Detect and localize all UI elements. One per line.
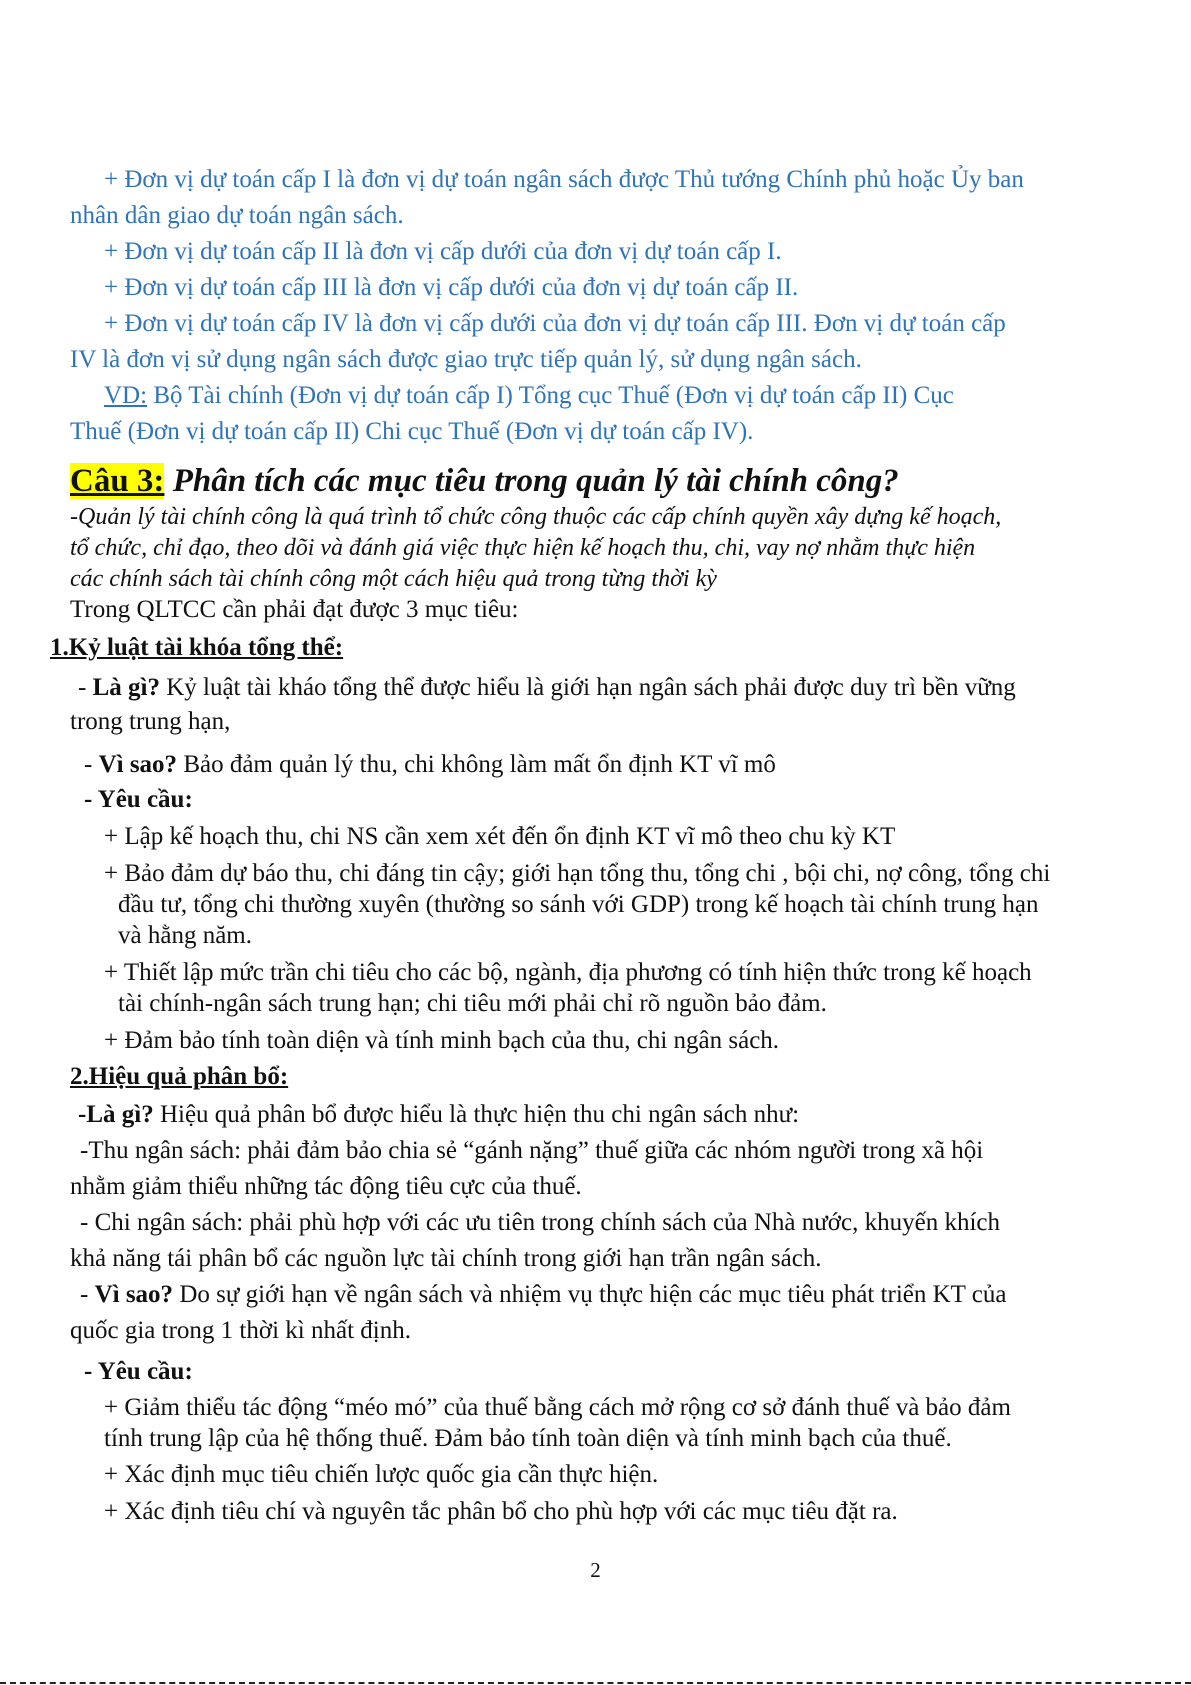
blue-line-7-text: Bộ Tài chính (Đơn vị dự toán cấp I) Tổng cục Thuế (Đơn vị dự toán cấp II) Cục bbox=[147, 382, 954, 409]
s1-req-1: + Lập kế hoạch thu, chi NS cần xem xét đến ổn định KT vĩ mô theo chu kỳ KT bbox=[104, 823, 896, 850]
blue-line-4: + Đơn vị dự toán cấp III là đơn vị cấp dưới của đơn vị dự toán cấp II. bbox=[104, 274, 799, 301]
s1-req-2a: + Bảo đảm dự báo thu, chi đáng tin cậy; giới hạn tổng thu, tổng chi , bội chi, nợ công, tổng chi bbox=[104, 860, 1051, 887]
definition-line-1: -Quản lý tài chính công là quá trình tổ chức công thuộc các cấp chính quyền xây dựng kế hoạch, bbox=[70, 504, 1002, 530]
blue-line-1: + Đơn vị dự toán cấp I là đơn vị dự toán ngân sách được Thủ tướng Chính phủ hoặc Ủy ban bbox=[104, 166, 1024, 193]
s1-what-text: Kỷ luật tài kháo tổng thể được hiểu là giới hạn ngân sách phải được duy trì bền vững bbox=[159, 674, 1016, 701]
blue-line-3: + Đơn vị dự toán cấp II là đơn vị cấp dưới của đơn vị dự toán cấp I. bbox=[104, 238, 782, 265]
s2-req-1b: tính trung lập của hệ thống thuế. Đảm bảo tính toàn diện và tính minh bạch của thuế. bbox=[104, 1425, 952, 1452]
s2-revenue-a: -Thu ngân sách: phải đảm bảo chia sẻ “gánh nặng” thuế giữa các nhóm người trong xã hội bbox=[80, 1137, 984, 1164]
s2-req-2: + Xác định mục tiêu chiến lược quốc gia cần thực hiện. bbox=[104, 1461, 659, 1488]
s2-req-3: + Xác định tiêu chí và nguyên tắc phân bổ cho phù hợp với các mục tiêu đặt ra. bbox=[104, 1498, 898, 1525]
s1-what-label: Là gì? bbox=[92, 674, 160, 701]
blue-line-8: Thuế (Đơn vị dự toán cấp II) Chi cục Thuế (Đơn vị dự toán cấp IV). bbox=[70, 418, 754, 445]
s2-expenditure-a: - Chi ngân sách: phải phù hợp với các ưu tiên trong chính sách của Nhà nước, khuyến khích bbox=[80, 1209, 1000, 1236]
s1-req-3b: tài chính-ngân sách trung hạn; chi tiêu mới phải chỉ rõ nguồn bảo đảm. bbox=[118, 990, 827, 1017]
blue-line-2: nhân dân giao dự toán ngân sách. bbox=[70, 202, 404, 229]
s1-what-cont: trong trung hạn, bbox=[70, 708, 231, 735]
s1-req-2b: đầu tư, tổng chi thường xuyên (thường so sánh với GDP) trong kế hoạch tài chính trung hạn bbox=[118, 891, 1039, 918]
objectives-intro: Trong QLTCC cần phải đạt được 3 mục tiêu: bbox=[70, 596, 519, 623]
s2-req-label: - Yêu cầu: bbox=[84, 1358, 193, 1385]
s2-expenditure-b: khả năng tái phân bổ các nguồn lực tài chính trong giới hạn trần ngân sách. bbox=[70, 1245, 822, 1272]
s1-why-label: Vì sao? bbox=[98, 751, 178, 778]
section-1-heading: 1.Kỷ luật tài khóa tổng thể: bbox=[50, 634, 344, 661]
blue-line-7 bbox=[104, 380, 954, 412]
s1-why-text: Bảo đảm quản lý thu, chi không làm mất ổn định KT vĩ mô bbox=[177, 751, 776, 778]
s2-why: - Vì sao? Do sự giới hạn về ngân sách và nhiệm vụ thực hiện các mục tiêu phát triển KT của bbox=[80, 1281, 1007, 1308]
s1-req-2c: và hằng năm. bbox=[118, 922, 252, 949]
blue-line-5: + Đơn vị dự toán cấp IV là đơn vị cấp dưới của đơn vị dự toán cấp III. Đơn vị dự toán cấp bbox=[104, 310, 1006, 337]
s1-req-label: - Yêu cầu: bbox=[84, 786, 193, 813]
s2-what-label: -Là gì? bbox=[78, 1101, 154, 1128]
s2-why-cont: quốc gia trong 1 thời kì nhất định. bbox=[70, 1317, 411, 1344]
section-2-heading: 2.Hiệu quả phân bổ: bbox=[70, 1063, 289, 1090]
question-label: Câu 3: bbox=[70, 463, 165, 499]
s1-what: - Là gì? Kỷ luật tài kháo tổng thể được hiểu là giới hạn ngân sách phải được duy trì bền vững bbox=[78, 674, 1016, 701]
s2-revenue-b: nhằm giảm thiểu những tác động tiêu cực của thuế. bbox=[70, 1173, 582, 1200]
blue-line-6: IV là đơn vị sử dụng ngân sách được giao trực tiếp quản lý, sử dụng ngân sách. bbox=[70, 346, 862, 373]
s2-what-text: Hiệu quả phân bổ được hiểu là thực hiện thu chi ngân sách như: bbox=[153, 1101, 800, 1128]
s2-why-text: Do sự giới hạn về ngân sách và nhiệm vụ thực hiện các mục tiêu phát triển KT của bbox=[173, 1281, 1007, 1308]
s2-req-1a: + Giảm thiểu tác động “méo mó” của thuế bằng cách mở rộng cơ sở đánh thuế và bảo đảm bbox=[104, 1394, 1011, 1421]
s1-req-4: + Đảm bảo tính toàn diện và tính minh bạch của thu, chi ngân sách. bbox=[104, 1027, 780, 1054]
question-title: Phân tích các mục tiêu trong quản lý tài chính công? bbox=[164, 463, 899, 499]
page-bottom-divider bbox=[0, 1682, 1191, 1684]
s1-req-3a: + Thiết lập mức trần chi tiêu cho các bộ, ngành, địa phương có tính hiện thức trong kế hoạch bbox=[104, 959, 1032, 986]
definition-line-3: các chính sách tài chính công một cách hiệu quả trong từng thời kỳ bbox=[70, 566, 717, 592]
page-number: 2 bbox=[590, 1558, 601, 1582]
definition-line-2: tổ chức, chỉ đạo, theo dõi và đánh giá việc thực hiện kế hoạch thu, chi, vay nợ nhằm thực hiện bbox=[70, 535, 976, 561]
vd-label: VD: bbox=[104, 382, 148, 409]
s2-what bbox=[78, 1099, 799, 1131]
s1-why: - Vì sao? Bảo đảm quản lý thu, chi không làm mất ổn định KT vĩ mô bbox=[84, 751, 776, 778]
s2-why-label: Vì sao? bbox=[94, 1281, 174, 1308]
question-heading bbox=[70, 461, 899, 501]
